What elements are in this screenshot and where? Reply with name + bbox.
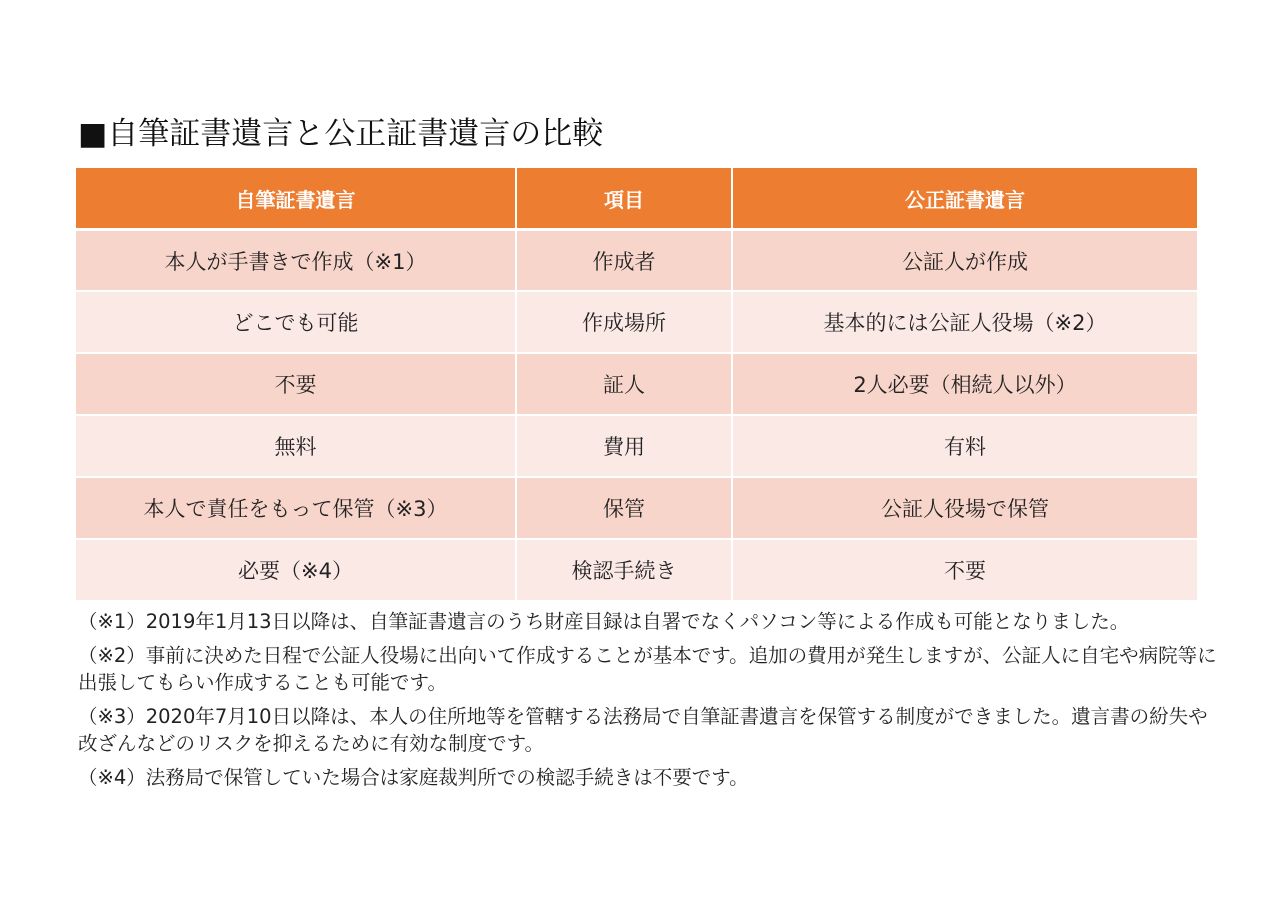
table-row (76, 290, 1197, 352)
footnote-3: （※3）2020年7月10日以降は、本人の住所地等を管轄する法務局で自筆証書遺言を保管する制度ができました。遺言書の紛失や改ざんなどのリスクを抑えるために有効な制度です。 (78, 705, 1208, 755)
header-item: 項目 (517, 168, 733, 228)
table-row (76, 228, 1197, 290)
page-title: ■自筆証書遺言と公正証書遺言の比較 (78, 116, 604, 152)
cell-notarial: 公証人役場で保管 (733, 476, 1197, 538)
cell-item: 保管 (517, 476, 733, 538)
table-row (76, 476, 1197, 538)
cell-holographic: 本人で責任をもって保管（※3） (76, 476, 517, 538)
cell-holographic: 無料 (76, 414, 517, 476)
comparison-table (76, 168, 1197, 600)
cell-notarial: 有料 (733, 414, 1197, 476)
footnote-2: （※2）事前に決めた日程で公証人役場に出向いて作成することが基本です。追加の費用が発生しますが、公証人に自宅や病院等に出張してもらい作成することも可能です。 (78, 644, 1217, 694)
cell-item: 証人 (517, 352, 733, 414)
cell-holographic: 必要（※4） (76, 538, 517, 600)
table-row (76, 414, 1197, 476)
cell-notarial: 基本的には公証人役場（※2） (733, 290, 1197, 352)
footnote-4: （※4）法務局で保管していた場合は家庭裁判所での検認手続きは不要です。 (78, 766, 749, 789)
table-row (76, 538, 1197, 600)
cell-notarial: 2人必要（相続人以外） (733, 352, 1197, 414)
cell-item: 作成場所 (517, 290, 733, 352)
cell-item: 作成者 (517, 228, 733, 290)
cell-notarial: 不要 (733, 538, 1197, 600)
footnotes (78, 608, 1223, 798)
table-header-row (76, 168, 1197, 228)
cell-holographic: 不要 (76, 352, 517, 414)
cell-item: 検認手続き (517, 538, 733, 600)
header-notarial-will: 公正証書遺言 (905, 187, 1025, 212)
cell-holographic: 本人が手書きで作成（※1） (76, 228, 517, 290)
header-holographic-will: 自筆証書遺言 (76, 168, 517, 228)
table-row (76, 352, 1197, 414)
cell-item: 費用 (517, 414, 733, 476)
cell-notarial: 公証人が作成 (733, 228, 1197, 290)
footnote-1: （※1）2019年1月13日以降は、自筆証書遺言のうち財産目録は自署でなくパソコン等による作成も可能となりました。 (78, 610, 1130, 633)
cell-holographic: どこでも可能 (76, 290, 517, 352)
